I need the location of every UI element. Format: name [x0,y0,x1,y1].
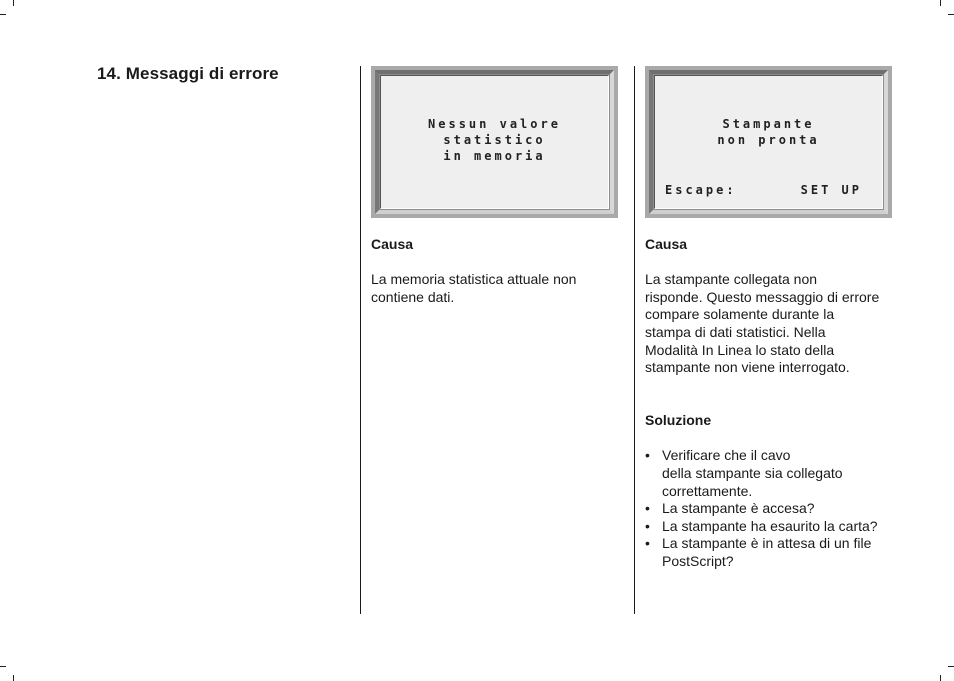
solution-item [645,535,910,570]
cause-heading: Causa [371,236,414,252]
column-divider-right [634,66,635,614]
text-line: correttamente. [662,482,753,499]
lcd-message [381,116,608,164]
crop-mark [0,14,6,15]
text-line: stampante non viene interrogato. [645,359,850,376]
text-line: della stampante sia collegato [662,464,843,481]
solution-heading: Soluzione [645,411,712,428]
left-panel-text [371,236,621,306]
display-screen-no-stats [371,66,618,218]
lcd-footer [665,182,862,198]
screen-bezel [375,70,614,214]
solution-item [645,500,910,518]
text-line: risponde. Questo messaggio di errore [645,288,880,305]
screen-lcd [654,75,883,209]
crop-mark [13,0,14,6]
section-title: 14. Messaggi di errore [97,64,279,83]
text-line: La stampante collegata non [645,271,818,288]
text-line: PostScript? [662,552,734,569]
text-line: Verificare che il cavo [662,447,791,464]
lcd-setup-label: SET UP [800,183,862,197]
text-line: stampa di dati statistici. Nella [645,323,826,340]
lcd-line: in memoria [443,149,546,163]
solution-list [645,447,910,570]
lcd-escape-label: Escape: [665,183,737,197]
text-line: La memoria statistica attuale non [371,271,577,288]
text-line: La stampante è accesa? [662,500,815,517]
cause-heading: Causa [645,236,688,252]
screen-lcd [380,75,609,209]
solution-item [645,518,910,536]
lcd-line: Nessun valore [428,117,561,131]
lcd-line: non pronta [717,133,820,147]
crop-mark [948,666,954,667]
display-screen-printer-not-ready [645,66,892,218]
right-panel-text [645,236,910,571]
cause-text [645,271,910,377]
crop-mark [948,14,954,15]
text-line: La stampante ha esaurito la carta? [662,517,878,534]
lcd-line: statistico [443,133,546,147]
text-line: Modalità In Linea lo stato della [645,341,835,358]
crop-mark [0,666,6,667]
screen-bezel [649,70,888,214]
crop-mark [940,675,941,681]
column-divider-left [360,66,361,614]
text-line: contiene dati. [371,288,455,305]
lcd-line: Stampante [722,117,815,131]
text-line: compare solamente durante la [645,306,835,323]
solution-item [645,447,910,500]
text-line: La stampante è in attesa di un file [662,535,872,552]
lcd-message [655,116,882,148]
crop-mark [940,0,941,6]
crop-mark [13,675,14,681]
cause-text [371,271,621,306]
